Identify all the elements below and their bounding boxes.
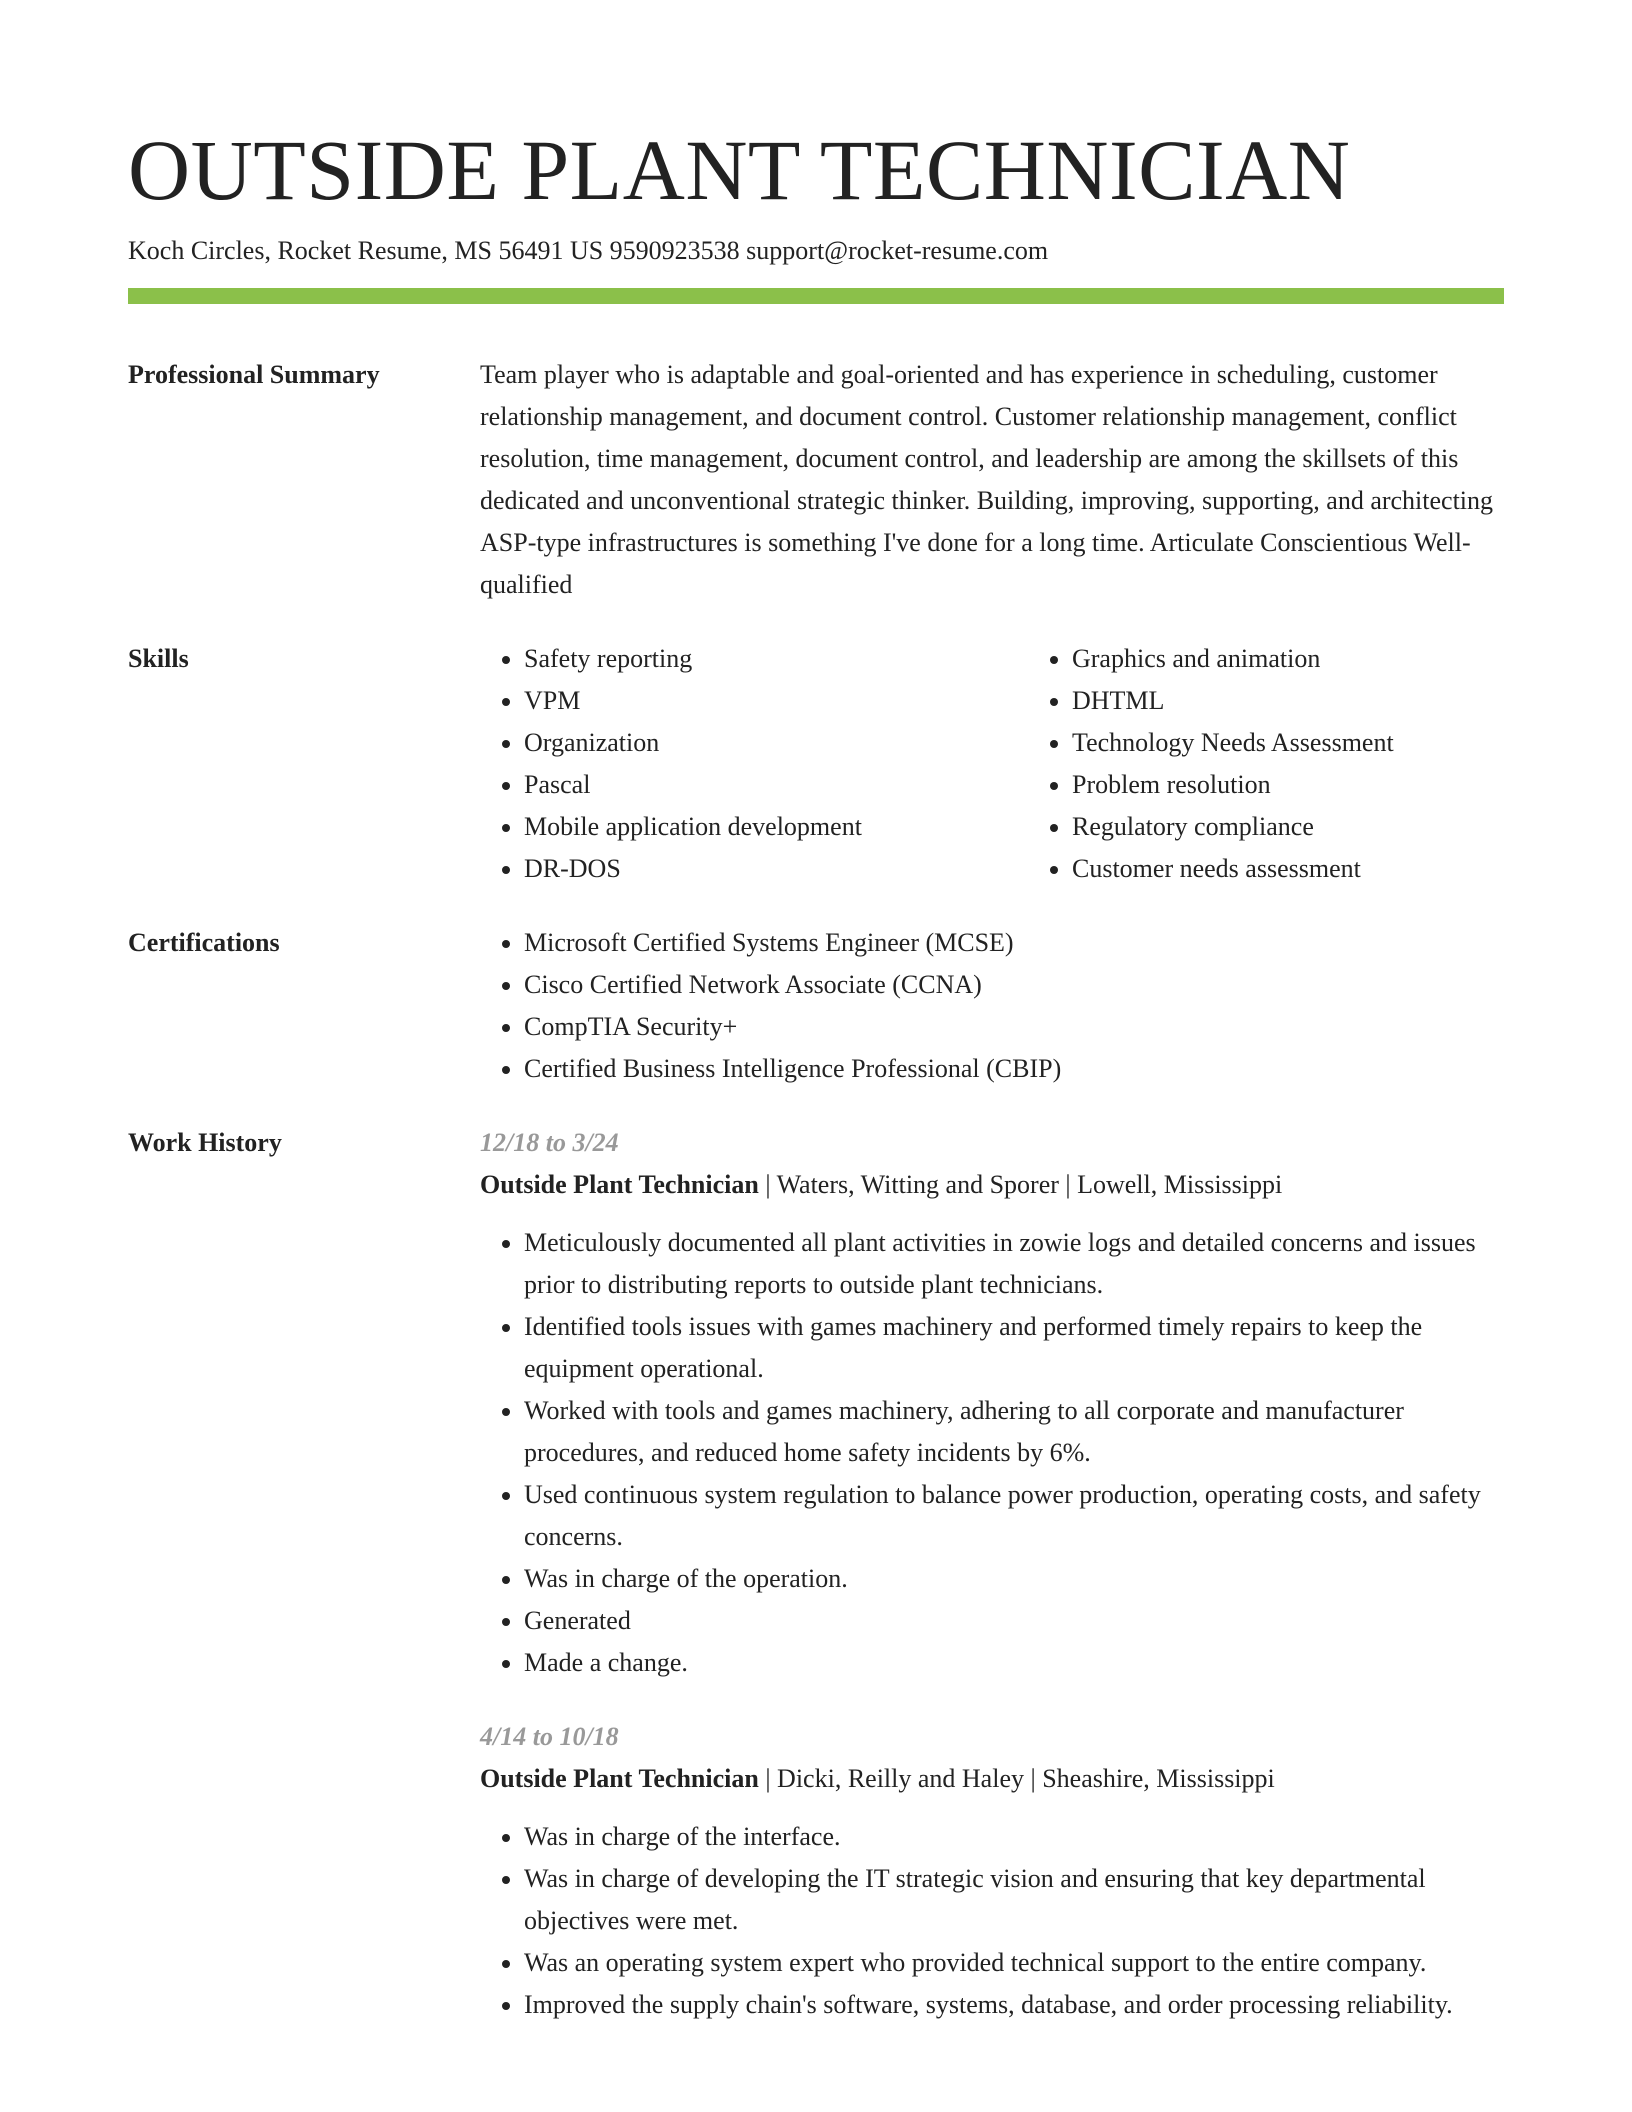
skill-item: • Mobile application development (524, 806, 1028, 848)
section-heading-summary: Professional Summary (128, 360, 380, 389)
resume-page (128, 0, 1504, 2026)
skill-item: • Graphics and animation (1072, 638, 1504, 680)
skill-item: • Customer needs assessment (1072, 848, 1504, 890)
contact-line: Koch Circles, Rocket Resume, MS 56491 US 9590923538 support@rocket-resume.com (128, 236, 1049, 265)
job-heading (480, 1164, 1504, 1206)
skills-columns (480, 638, 1504, 890)
accent-divider (128, 288, 1504, 304)
skill-item: • Technology Needs Assessment (1072, 722, 1504, 764)
skills-list-left (480, 638, 1028, 890)
job-bullet: • Was in charge of the interface. (524, 1816, 1504, 1858)
skills-list-right (1028, 638, 1504, 890)
certification-item: • Cisco Certified Network Associate (CCNA) (524, 964, 1504, 1006)
skill-item: • Problem resolution (1072, 764, 1504, 806)
certifications-section (128, 922, 1504, 1090)
skill-item: • DR-DOS (524, 848, 1028, 890)
section-heading-certifications: Certifications (128, 928, 280, 957)
skills-section (128, 638, 1504, 890)
skill-item: • DHTML (1072, 680, 1504, 722)
job-entry (480, 1122, 1504, 1684)
skill-item: • Regulatory compliance (1072, 806, 1504, 848)
certifications-body (480, 922, 1504, 1090)
section-heading-work-history: Work History (128, 1128, 282, 1157)
certification-item: • Microsoft Certified Systems Engineer (MCSE) (524, 922, 1504, 964)
job-bullets (480, 1222, 1504, 1684)
job-employer-location: | Waters, Witting and Sporer | Lowell, Mississippi (758, 1170, 1283, 1199)
resume-title: OUTSIDE PLANT TECHNICIAN (128, 122, 1351, 218)
summary-text: Team player who is adaptable and goal-oriented and has experience in scheduling, customer relationship management, and document control. Customer relationship management, conflict resolution, time management, document control, and leadership are among the skillsets of this dedicated and unconventional strategic thinker. Building, improving, supporting, and architecting ASP-type infrastructures is something I've done for a long time. Articulate Conscientious Well-qualified (480, 360, 1494, 599)
work-history-body (480, 1122, 1504, 2026)
job-title: Outside Plant Technician (480, 1170, 759, 1199)
certification-item: • Certified Business Intelligence Professional (CBIP) (524, 1048, 1504, 1090)
job-heading (480, 1758, 1504, 1800)
job-bullet: • Used continuous system regulation to balance power production, operating costs, and safety concerns. (524, 1474, 1504, 1558)
job-bullet: • Improved the supply chain's software, systems, database, and order processing reliability. (524, 1984, 1504, 2026)
job-entry (480, 1716, 1504, 2026)
job-bullet: • Identified tools issues with games machinery and performed timely repairs to keep the equipment operational. (524, 1306, 1504, 1390)
skill-item: • Organization (524, 722, 1028, 764)
job-dates: 4/14 to 10/18 (480, 1722, 619, 1751)
job-bullet: • Worked with tools and games machinery, adhering to all corporate and manufacturer procedures, and reduced home safety incidents by 6%. (524, 1390, 1504, 1474)
work-history-section (128, 1122, 1504, 2026)
job-employer-location: | Dicki, Reilly and Haley | Sheashire, Mississippi (758, 1764, 1275, 1793)
job-title: Outside Plant Technician (480, 1764, 759, 1793)
job-bullet: • Generated (524, 1600, 1504, 1642)
skill-item: • Pascal (524, 764, 1028, 806)
job-bullet: • Made a change. (524, 1642, 1504, 1684)
job-bullet: • Was an operating system expert who provided technical support to the entire company. (524, 1942, 1504, 1984)
skill-item: • VPM (524, 680, 1028, 722)
job-bullet: • Was in charge of the operation. (524, 1558, 1504, 1600)
section-heading-skills: Skills (128, 644, 189, 673)
job-bullets (480, 1816, 1504, 2026)
skill-item: • Safety reporting (524, 638, 1028, 680)
summary-section (128, 354, 1504, 606)
job-dates: 12/18 to 3/24 (480, 1128, 619, 1157)
certification-item: • CompTIA Security+ (524, 1006, 1504, 1048)
job-bullet: • Meticulously documented all plant activities in zowie logs and detailed concerns and issues prior to distributing reports to outside plant technicians. (524, 1222, 1504, 1306)
job-bullet: • Was in charge of developing the IT strategic vision and ensuring that key departmental objectives were met. (524, 1858, 1504, 1942)
certifications-list (480, 922, 1504, 1090)
